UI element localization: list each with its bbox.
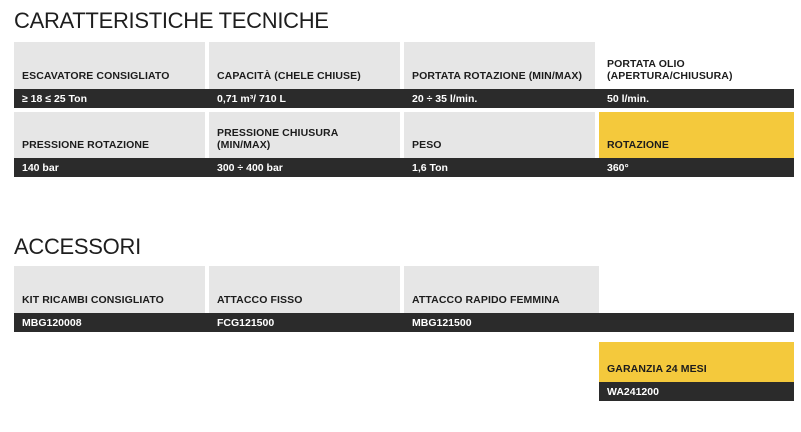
spec-value-capacita: 0,71 m³/ 710 L bbox=[209, 89, 404, 108]
spec-label-peso: PESO bbox=[404, 112, 599, 158]
spec-value-peso: 1,6 Ton bbox=[404, 158, 599, 177]
specs-title: CARATTERISTICHE TECNICHE bbox=[14, 8, 329, 33]
spec-value-pressione-chiusura: 300 ÷ 400 bar bbox=[209, 158, 404, 177]
acc-value-attacco-fisso: FCG121500 bbox=[209, 313, 404, 332]
spec-label-portata-rotazione: PORTATA ROTAZIONE (MIN/MAX) bbox=[404, 42, 599, 89]
specs-table bbox=[14, 42, 794, 177]
acc-label-kit-ricambi: KIT RICAMBI CONSIGLIATO bbox=[14, 266, 209, 313]
spec-label-portata-olio: PORTATA OLIO (APERTURA/CHIUSURA) bbox=[599, 42, 794, 89]
acc-value-empty bbox=[599, 313, 794, 332]
spec-value-pressione-rotazione: 140 bar bbox=[14, 158, 209, 177]
spec-value-escavatore: ≥ 18 ≤ 25 Ton bbox=[14, 89, 209, 108]
spec-value-rotazione: 360° bbox=[599, 158, 794, 177]
spec-value-portata-rotazione: 20 ÷ 35 l/min. bbox=[404, 89, 599, 108]
spec-label-escavatore: ESCAVATORE CONSIGLIATO bbox=[14, 42, 209, 89]
spec-value-portata-olio: 50 l/min. bbox=[599, 89, 794, 108]
acc-label-garanzia: GARANZIA 24 MESI bbox=[599, 342, 794, 382]
acc-label-empty bbox=[599, 266, 794, 313]
spec-label-pressione-rotazione: PRESSIONE ROTAZIONE bbox=[14, 112, 209, 158]
accessories-title: ACCESSORI bbox=[14, 234, 141, 259]
acc-value-attacco-rapido: MBG121500 bbox=[404, 313, 599, 332]
spec-label-rotazione: ROTAZIONE bbox=[599, 112, 794, 158]
spec-label-capacita: CAPACITÀ (CHELE CHIUSE) bbox=[209, 42, 404, 89]
acc-value-kit-ricambi: MBG120008 bbox=[14, 313, 209, 332]
acc-label-attacco-fisso: ATTACCO FISSO bbox=[209, 266, 404, 313]
acc-label-attacco-rapido: ATTACCO RAPIDO FEMMINA bbox=[404, 266, 599, 313]
spec-label-pressione-chiusura: PRESSIONE CHIUSURA (MIN/MAX) bbox=[209, 112, 404, 158]
accessories-table bbox=[14, 266, 794, 401]
acc-value-garanzia: WA241200 bbox=[599, 382, 794, 401]
